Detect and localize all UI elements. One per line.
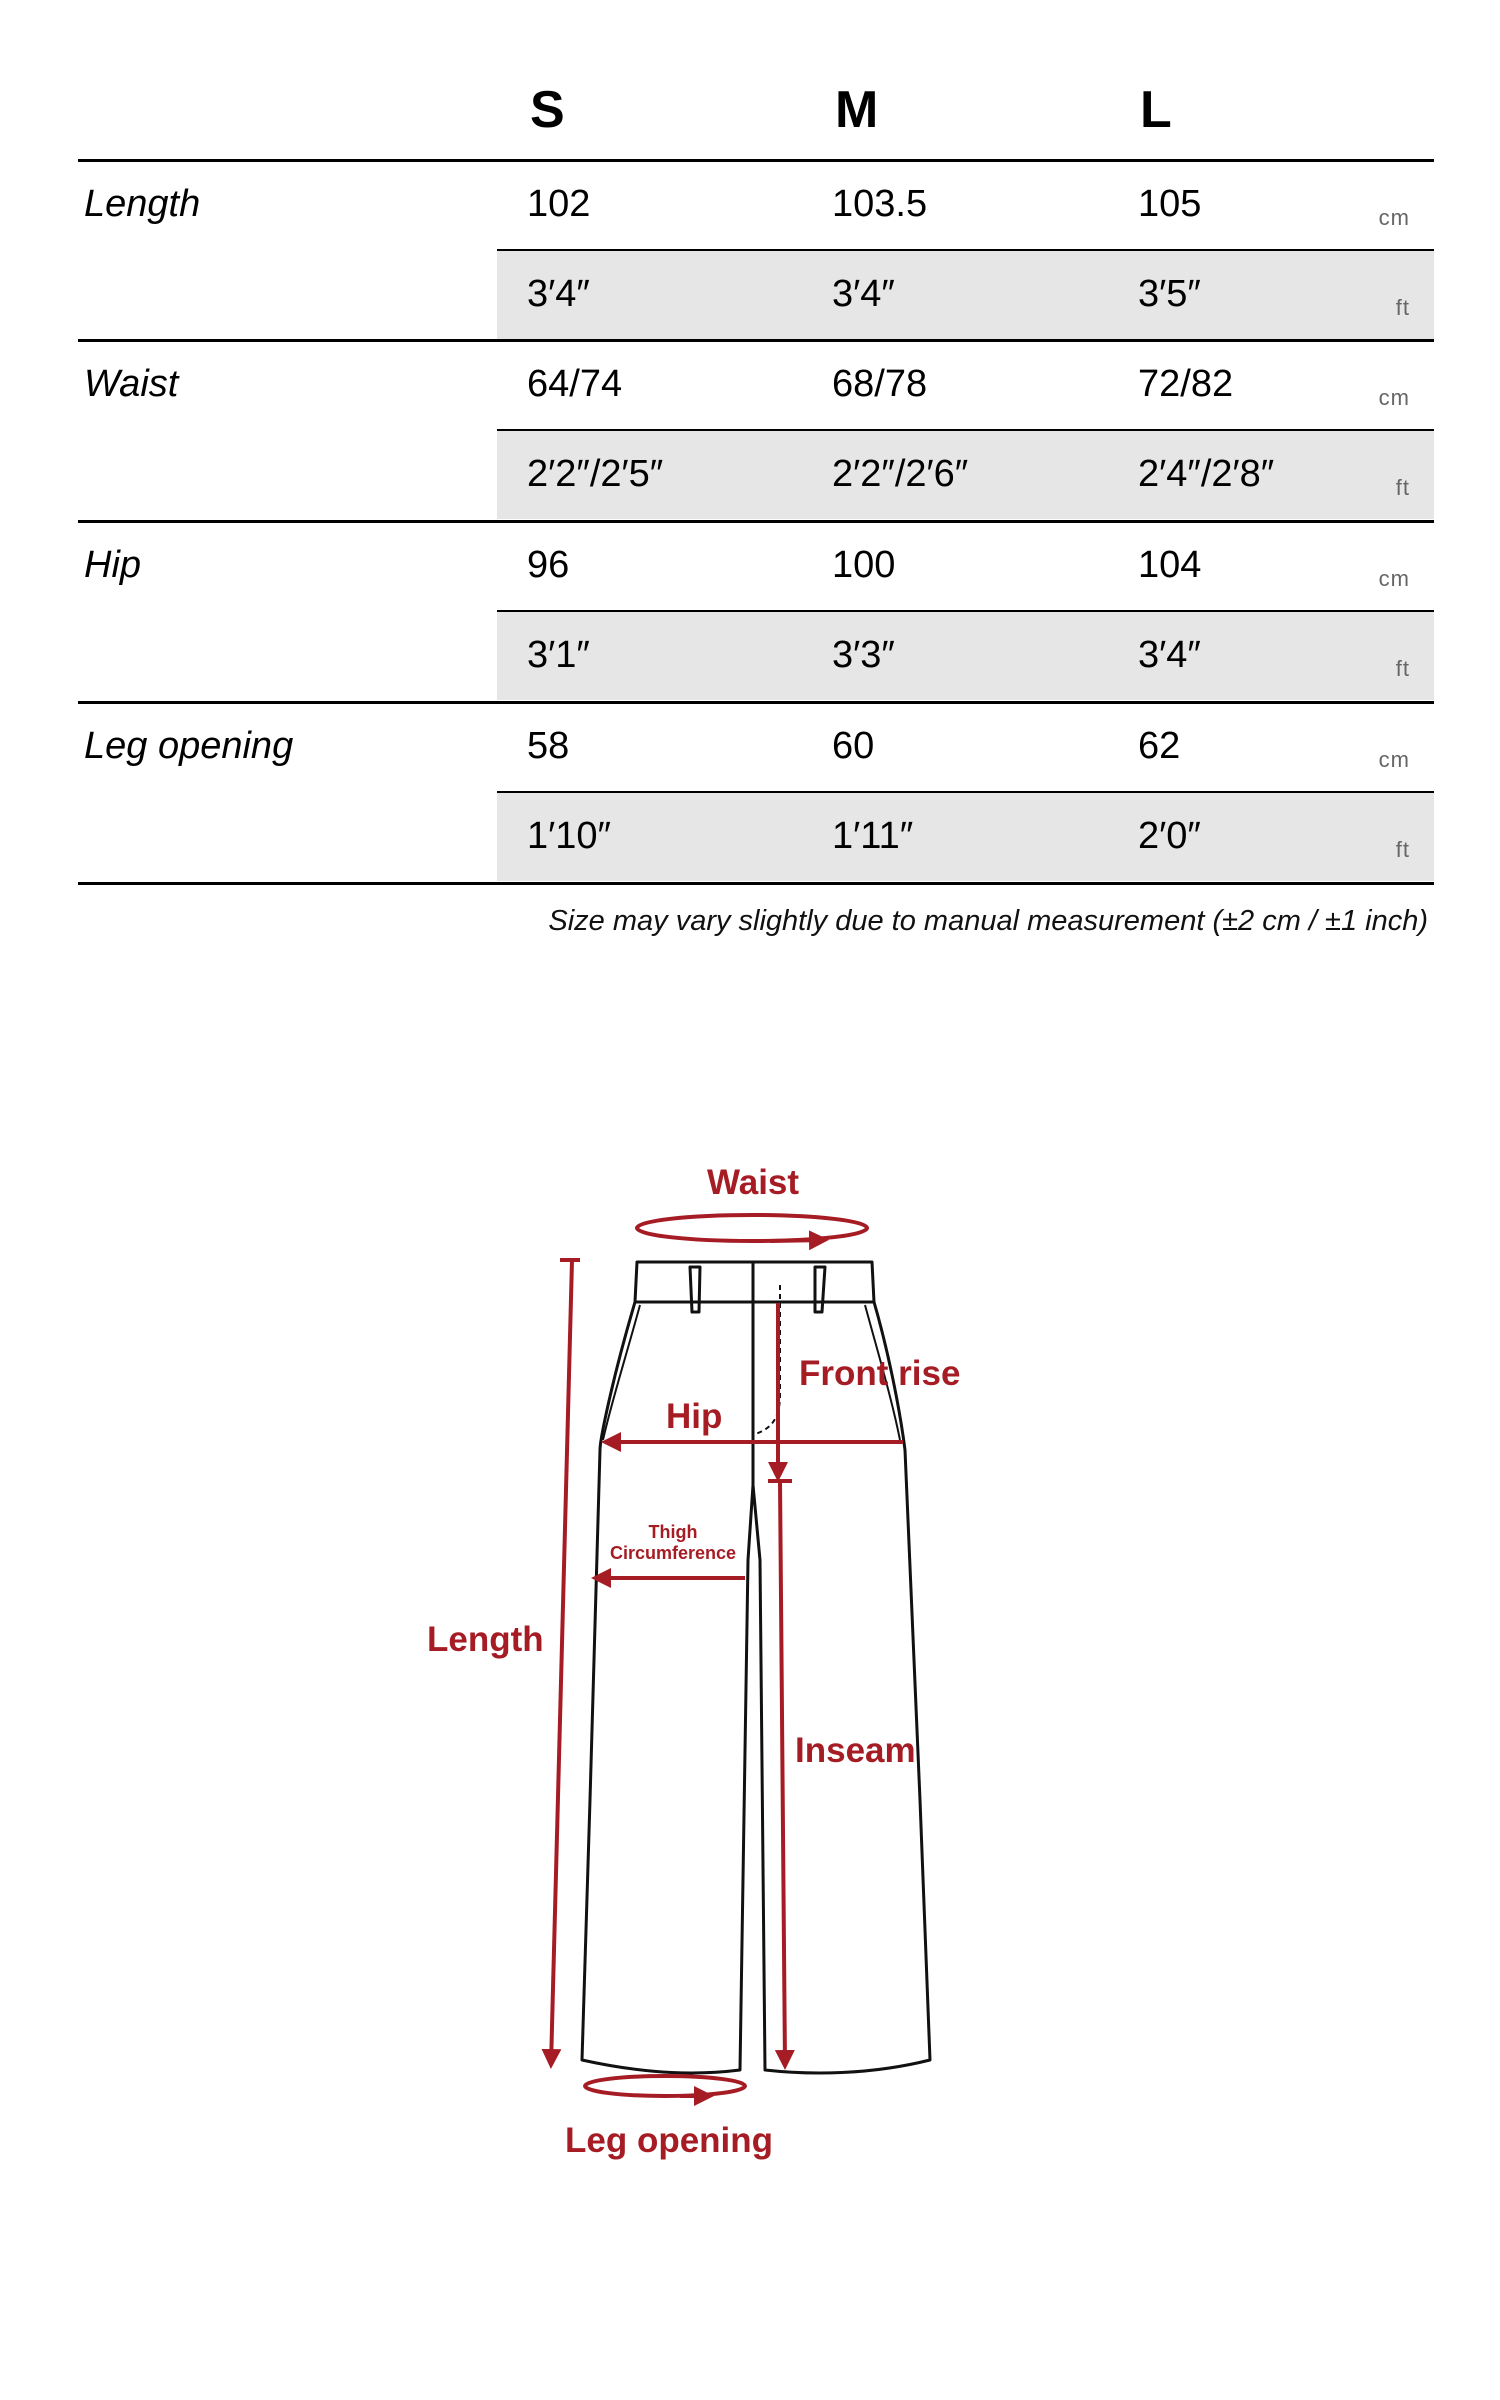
thigh-label — [603, 1522, 743, 1564]
cell-hip-m-cm: 100 — [832, 544, 896, 586]
row-label-hip: Hip — [84, 544, 142, 586]
cell-waist-m-cm: 68/78 — [832, 363, 928, 405]
size-header-l: L — [1140, 81, 1172, 139]
thigh-label-line1: Thigh — [648, 1522, 698, 1542]
cell-length-s-ft: 3′4″ — [527, 273, 590, 315]
unit-cm: cm — [1378, 566, 1410, 591]
waist-label: Waist — [707, 1163, 800, 1202]
waist-loop — [637, 1215, 867, 1241]
fly-stitch — [752, 1285, 780, 1435]
cell-waist-m-ft: 2′2″/2′6″ — [832, 453, 969, 495]
unit-cm: cm — [1378, 205, 1410, 230]
leg-opening-label: Leg opening — [565, 2121, 774, 2160]
unit-ft: ft — [1395, 475, 1410, 500]
cell-leg-l-cm: 62 — [1138, 725, 1181, 767]
length-label: Length — [427, 1620, 544, 1659]
row-label-leg-opening: Leg opening — [84, 725, 294, 767]
leg-opening-loop — [585, 2076, 745, 2096]
cell-leg-s-cm: 58 — [527, 725, 570, 767]
front-rise-label: Front rise — [799, 1354, 961, 1393]
unit-ft: ft — [1395, 295, 1410, 320]
size-header-s: S — [530, 81, 565, 139]
cell-leg-l-ft: 2′0″ — [1138, 815, 1201, 857]
cell-length-l-ft: 3′5″ — [1138, 273, 1201, 315]
unit-ft: ft — [1395, 656, 1410, 681]
cell-waist-s-ft: 2′2″/2′5″ — [527, 453, 664, 495]
cell-leg-s-ft: 1′10″ — [527, 815, 611, 857]
cell-length-l-cm: 105 — [1138, 183, 1202, 225]
unit-cm: cm — [1378, 747, 1410, 772]
cell-waist-l-ft: 2′4″/2′8″ — [1138, 453, 1275, 495]
cell-hip-l-ft: 3′4″ — [1138, 634, 1201, 676]
inseam-label: Inseam — [795, 1731, 916, 1770]
inseam-arrow — [780, 1481, 785, 2066]
cell-hip-m-ft: 3′3″ — [832, 634, 895, 676]
waist-arrow — [770, 1240, 825, 1241]
cell-hip-s-cm: 96 — [527, 544, 570, 586]
cell-length-s-cm: 102 — [527, 183, 591, 225]
cell-hip-s-ft: 3′1″ — [527, 634, 590, 676]
measurement-note: Size may vary slightly due to manual measurement (±2 cm / ±1 inch) — [548, 905, 1428, 937]
thigh-label-line2: Circumference — [609, 1543, 737, 1563]
cell-length-m-cm: 103.5 — [832, 183, 928, 225]
cell-leg-m-cm: 60 — [832, 725, 875, 767]
cell-waist-l-cm: 72/82 — [1138, 363, 1234, 405]
row-label-waist: Waist — [84, 363, 179, 405]
unit-cm: cm — [1378, 385, 1410, 410]
row-label-length: Length — [84, 183, 201, 225]
hip-label: Hip — [666, 1397, 723, 1436]
cell-leg-m-ft: 1′11″ — [832, 815, 914, 857]
size-header-m: M — [835, 81, 879, 139]
cell-waist-s-cm: 64/74 — [527, 363, 623, 405]
cell-hip-l-cm: 104 — [1138, 544, 1202, 586]
length-arrow — [551, 1260, 572, 2065]
unit-ft: ft — [1395, 837, 1410, 862]
cell-length-m-ft: 3′4″ — [832, 273, 895, 315]
